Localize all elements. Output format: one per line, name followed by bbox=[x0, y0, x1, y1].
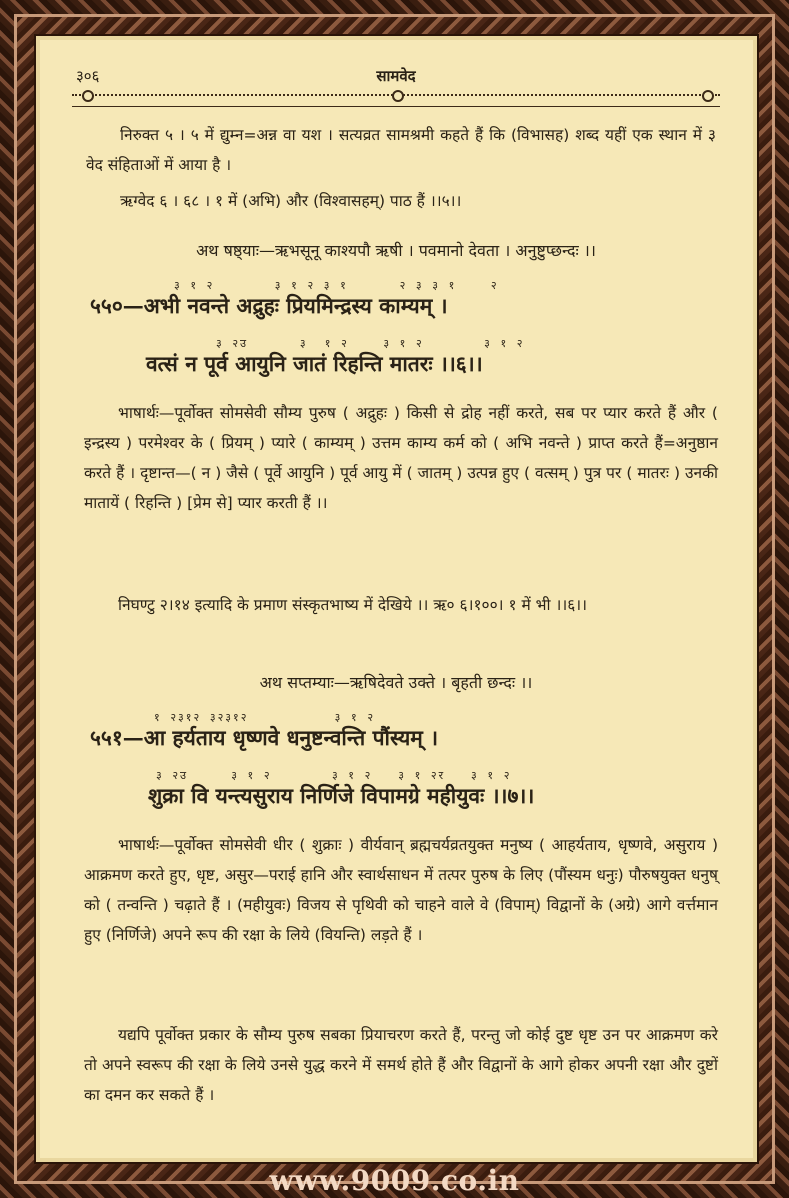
mantra-550-line1: ५५०—अभी नवन्ते अद्रुहः प्रियमिन्द्रस्य काम्यम् । bbox=[90, 293, 448, 318]
mantra-551-line1: ५५१—आ हर्यताय धृष्णवे धनुष्टन्वन्ति पौंस्यम् । bbox=[90, 725, 439, 750]
swara-marks-550-a: ३ १ २ ३ १ २ ३ १ २ ३ ३ १ २ bbox=[174, 279, 499, 292]
paragraph-conclusion: यद्यपि पूर्वोक्त प्रकार के सौम्य पुरुष सबका प्रियाचरण करते हैं, परन्तु जो कोई दुष्ट धृष्ट उन पर आक्रमण करे तो अपने स्वरूप की रक्षा के लिये उनसे युद्ध करने में समर्थ होते हैं और विद्वानों के आगे होकर अपनी रक्षा और दुष्टों का दमन कर सकते हैं । bbox=[84, 1026, 718, 1104]
book-title: सामवेद bbox=[376, 67, 416, 85]
paragraph-rigveda-ref: ऋग्वेद ६ । ६८ । १ में (अभि) और (विश्वासहम्) पाठ हैं ।।५।। bbox=[120, 192, 462, 210]
swara-marks-551-a: १ २३१२ ३२३१२ ३ १ २ bbox=[154, 711, 376, 724]
header-divider bbox=[72, 94, 720, 107]
mantra-551-line2: शुक्रा वि यन्त्यसुराय निर्णिजे विपामग्रे महीयुवः ।।७।। bbox=[148, 783, 535, 808]
mantra-intro-6: अथ षष्ठ्याः—ऋभसूनू काश्यपौ ऋषी । पवमानो देवता । अनुष्टुप्छन्दः ।। bbox=[196, 241, 596, 260]
bhavartha-551: भाषार्थः—पूर्वोक्त सोमसेवी धीर ( शुक्राः ) वीर्यवान् ब्रह्मचर्यव्रतयुक्त मनुष्य ( आहर्यताय, धृष्णवे, असुराय ) आक्रमण करते हुए, धृष्ट, असुर—पराई हानि और स्वार्थसाधन में तत्पर पुरुष के लिए (पौंस्यम धनुः) पौरुषयुक्त धनुष् को ( तन्वन्ति ) चढ़ाते हैं । (महीयुवः) विजय से पृथिवी को चाहने वाले वे (विपाम्) विद्वानों के (अग्रे) आगे वर्त्तमान हुए (निर्णिजे) अपने रूप की रक्षा के लिये (वियन्ति) लड़ते हैं । bbox=[84, 836, 718, 944]
swara-marks-551-b: ३ २उ ३ १ २ ३ १ २ ३ १ २र ३ १ २ bbox=[156, 769, 512, 782]
bhavartha-550: भाषार्थः—पूर्वोक्त सोमसेवी सौम्य पुरुष ( अद्रुहः ) किसी से द्रोह नहीं करते, सब पर प्यार करते हैं और ( इन्द्रस्य ) परमेश्वर के ( प्रियम् ) प्यारे ( काम्यम् ) उत्तम काम्य कर्म को ( अभि नवन्ते ) प्राप्त करते हैं=अनुष्ठान करते हैं । दृष्टान्त—( न ) जैसे ( पूर्वे आयुनि ) पूर्व आयु में ( जातम् ) उत्पन्न हुए ( वत्सम् ) पुत्र पर ( मातरः ) उनकी मातायें ( रिहन्ति ) [प्रेम से] प्यार करती हैं ।। bbox=[84, 404, 718, 512]
book-page bbox=[34, 34, 759, 1164]
paragraph-nighantu: निघण्टु २।१४ इत्यादि के प्रमाण संस्कृतभाष्य में देखिये ।। ऋ० ६।१००। १ में भी ।।६।। bbox=[118, 596, 588, 614]
mantra-intro-7: अथ सप्तम्याः—ऋषिदेवते उक्ते । बृहती छन्दः ।। bbox=[259, 673, 533, 692]
divider-ornament bbox=[392, 90, 404, 102]
page-number: ३०६ bbox=[76, 67, 100, 85]
website-watermark: www.9009.co.in bbox=[269, 1164, 520, 1197]
mantra-550-line2: वत्सं न पूर्व आयुनि जातं रिहन्ति मातरः ।।६।। bbox=[146, 351, 483, 376]
divider-ornament bbox=[702, 90, 714, 102]
swara-marks-550-b: ३ २उ ३ १ २ ३ १ २ ३ १ २ bbox=[216, 337, 525, 350]
page-header bbox=[76, 66, 716, 90]
divider-ornament bbox=[82, 90, 94, 102]
paragraph-nirukta: निरुक्त ५ । ५ में द्युम्न=अन्न वा यश । सत्यव्रत सामश्रमी कहते हैं कि (विभासह) शब्द यहीं एक स्थान में ३ वेद संहिताओं में आया है । bbox=[86, 126, 716, 174]
